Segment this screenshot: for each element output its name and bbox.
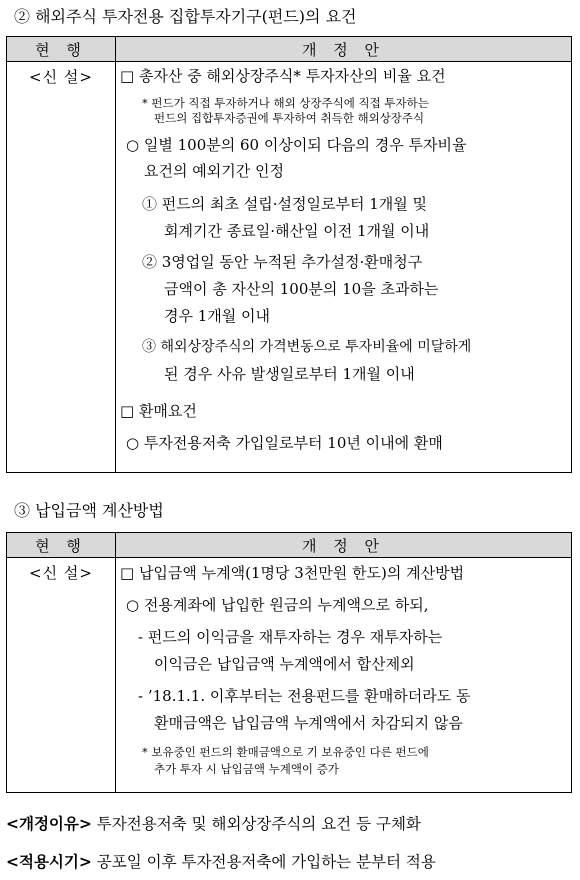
list-item: ① 펀드의 최초 설립·설정일로부터 1개월 및 — [142, 195, 427, 213]
list-item: ○ 전용계좌에 납입한 원금의 누계액으로 하되, — [126, 596, 429, 614]
timing-text: 공포일 이후 투자전용저축에 가입하는 분부터 적용 — [91, 853, 436, 871]
list-item: - 펀드의 이익금을 재투자하는 경우 재투자하는 — [138, 628, 443, 646]
section-2-title: ② 해외주식 투자전용 집합투자기구(펀드)의 요건 — [14, 7, 357, 26]
list-item: - ’18.1.1. 이후부터는 전용펀드를 환매하더라도 동 — [138, 687, 471, 705]
list-item: 이익금은 납입금액 누계액에서 합산제외 — [154, 655, 415, 673]
item-heading: □ 환매요건 — [120, 402, 197, 420]
revised-cell — [116, 558, 572, 793]
list-item: 금액이 총 자산의 100분의 10을 초과하는 — [164, 280, 439, 298]
list-item: ○ 일별 100분의 60 이상이되 다음의 경우 투자비율 — [126, 136, 467, 154]
col-current-header: 현 행 — [7, 533, 116, 558]
list-item: ○ 투자전용저축 가입일로부터 10년 이내에 환매 — [126, 434, 443, 452]
current-cell — [7, 62, 116, 473]
reason-text: 투자전용저축 및 해외상장주식의 요건 등 구체화 — [91, 815, 421, 833]
revised-cell — [116, 62, 572, 473]
list-item: ② 3영업일 동안 누적된 추가설정·환매청구 — [142, 253, 423, 271]
current-text: <신 설> — [29, 564, 93, 582]
col-revised-header: 개 정 안 — [116, 533, 572, 558]
list-item: 요건의 예외기간 인정 — [144, 162, 284, 180]
section-3-title: ③ 납입금액 계산방법 — [14, 501, 164, 520]
footnote: 펀드의 집합투자증권에 투자하여 취득한 해외상장주식 — [154, 111, 425, 125]
effective-date — [6, 850, 436, 872]
col-current-header: 현 행 — [7, 37, 116, 62]
list-item: 환매금액은 납입금액 누계액에서 차감되지 않음 — [154, 714, 463, 732]
current-cell — [7, 558, 116, 793]
list-item: 회계기간 종료일·해산일 이전 1개월 이내 — [164, 222, 430, 240]
section-2-table — [6, 36, 572, 473]
list-item: ③ 해외상장주식의 가격변동으로 투자비율에 미달하게 — [142, 339, 472, 355]
col-revised-header: 개 정 안 — [116, 37, 572, 62]
item-heading: □ 총자산 중 해외상장주식* 투자자산의 비율 요건 — [120, 67, 446, 85]
section-3-table — [6, 532, 572, 793]
list-item: 경우 1개월 이내 — [164, 307, 271, 325]
list-item: 된 경우 사유 발생일로부터 1개월 이내 — [164, 365, 415, 383]
item-heading: □ 납입금액 누계액(1명당 3천만원 한도)의 계산방법 — [120, 564, 465, 582]
reason-label: <개정이유> — [6, 814, 92, 833]
timing-label: <적용시기> — [6, 852, 92, 871]
revision-reason — [6, 812, 421, 834]
current-text: <신 설> — [29, 68, 93, 86]
footnote: * 보유중인 펀드의 환매금액으로 기 보유중인 다른 펀드에 — [142, 745, 429, 759]
footnote: * 펀드가 직접 투자하거나 해외 상장주식에 직접 투자하는 — [142, 96, 429, 110]
footnote: 추가 투자 시 납입금액 누계액이 증가 — [154, 762, 339, 776]
